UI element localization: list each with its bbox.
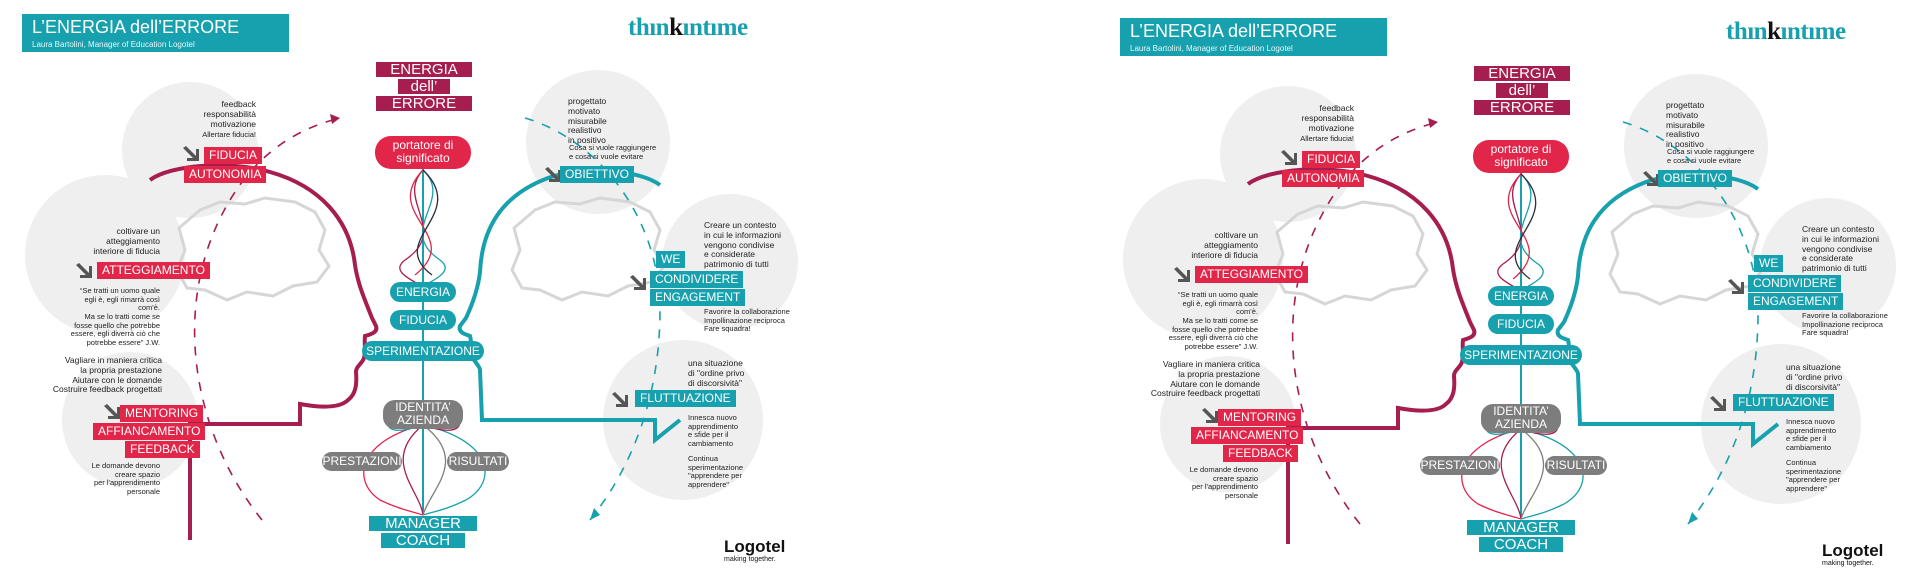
- portatore-pill: portatore di significato: [1473, 140, 1569, 173]
- thinkintime-logo: [628, 14, 748, 42]
- text-vagliare: Vagliare in maniera critica la propria prestazione Aiutare con le domande Costruire feedback progettati: [52, 355, 162, 395]
- text-feedback-responsabilita: feedback responsabilità motivazione: [1301, 103, 1354, 133]
- logotel-logo: [724, 537, 785, 563]
- logotel-tagline: making together.: [1822, 560, 1874, 567]
- errore-line: ERRORE: [1474, 100, 1570, 115]
- thinkintime-logo: [1726, 18, 1846, 46]
- page-subtitle: Laura Bartolini, Manager of Education Logotel: [32, 40, 195, 49]
- text-continua: Continua sperimentazione "apprendere per apprendere": [688, 454, 744, 489]
- energia-line: ENERGIA: [1474, 66, 1570, 81]
- pill-energia: ENERGIA: [1488, 286, 1554, 306]
- page-title: L’ENERGIA dell’ERRORE: [1130, 21, 1338, 41]
- energia-errore-block: [372, 62, 476, 113]
- coach-line: COACH: [1479, 537, 1563, 552]
- thinkintime-part-a: thın: [1726, 18, 1768, 45]
- text-coltivare: coltivare un atteggiamento interiore di fiducia: [1191, 230, 1258, 260]
- label-autonomia: AUTONOMIA: [1282, 170, 1364, 187]
- pointer-we-icon: [1728, 279, 1744, 294]
- dashed-arrow-right-head: [1688, 512, 1698, 524]
- page-subtitle: Laura Bartolini, Manager of Education Logotel: [1130, 44, 1293, 53]
- panel-right: [1098, 4, 1920, 579]
- pill-prestazioni: PRESTAZIONI: [322, 452, 402, 471]
- thinkintime-part-a: thın: [628, 14, 670, 41]
- thinkintime-part-k: k: [669, 14, 683, 41]
- label-fluttuazione: FLUTTUAZIONE: [635, 390, 736, 407]
- manager-coach-block: [1463, 520, 1579, 554]
- title-box: [22, 14, 289, 52]
- dashed-arrow-right-head: [590, 508, 600, 520]
- text-quote-jw: “Se tratti un uomo quale egli è, egli rimarrà così com'è. Ma se lo tratti come se fosse quello che potrebbe essere, egli diverrà ciò che potrebbe essere” J.W.: [70, 286, 160, 347]
- text-feedback-responsabilita: feedback responsabilità motivazione: [203, 99, 256, 129]
- label-engagement: ENGAGEMENT: [1748, 293, 1843, 310]
- pill-identita: IDENTITA’ AZIENDA: [1481, 404, 1561, 433]
- text-situazione: una situazione di "ordine privo di discorsività": [688, 358, 745, 388]
- page-title: L’ENERGIA dell’ERRORE: [32, 17, 240, 37]
- text-allertare-fiducia: Allertare fiducia!: [1300, 134, 1354, 143]
- thinkintime-part-b: ıntıme: [1780, 18, 1846, 45]
- pill-fiducia: FIDUCIA: [1488, 314, 1554, 334]
- label-atteggiamento: ATTEGGIAMENTO: [97, 262, 210, 279]
- label-mentoring: MENTORING: [120, 405, 203, 422]
- dashed-arrow-left-head: [330, 114, 340, 124]
- text-vagliare: Vagliare in maniera critica la propria prestazione Aiutare con le domande Costruire feedback progettati: [1150, 359, 1260, 399]
- label-we: WE: [1754, 255, 1783, 272]
- label-fiducia: FIDUCIA: [204, 147, 262, 164]
- logotel-wordmark: Logotel: [1822, 541, 1884, 560]
- text-cosa-raggiungere: Cosa si vuole raggiungere e cosa si vuole evitare: [569, 143, 657, 161]
- text-coltivare: coltivare un atteggiamento interiore di fiducia: [93, 226, 160, 256]
- text-cosa-raggiungere: Cosa si vuole raggiungere e cosa si vuole evitare: [1667, 147, 1755, 165]
- manager-line: MANAGER: [1467, 520, 1575, 535]
- text-favorire: Favorire la collaborazione Impollinazione reciproca Fare squadra!: [1802, 311, 1888, 338]
- logotel-logo: [1822, 541, 1883, 567]
- label-fiducia: FIDUCIA: [1302, 151, 1360, 168]
- label-affiancamento: AFFIANCAMENTO: [1191, 427, 1303, 444]
- text-continua: Continua sperimentazione "apprendere per apprendere": [1786, 458, 1842, 493]
- thinkintime-part-b: ıntıme: [682, 14, 748, 41]
- coach-line: COACH: [381, 533, 465, 548]
- pill-identita: IDENTITA’ AZIENDA: [383, 400, 463, 429]
- label-mentoring: MENTORING: [1218, 409, 1301, 426]
- label-we: WE: [656, 251, 685, 268]
- label-obiettivo: OBIETTIVO: [560, 166, 634, 183]
- text-progettato: progettato motivato misurabile realistivo in positivo: [1666, 100, 1705, 150]
- text-creare-contesto: Creare un contesto in cui le informazioni vengono condivise e considerate patrimonio di tutti: [1802, 224, 1880, 274]
- logotel-tagline: making together.: [724, 556, 776, 563]
- label-atteggiamento: ATTEGGIAMENTO: [1195, 266, 1308, 283]
- manager-line: MANAGER: [369, 516, 477, 531]
- logotel-wordmark: Logotel: [724, 537, 786, 556]
- text-progettato: progettato motivato misurabile realistivo in positivo: [568, 96, 607, 146]
- text-favorire: Favorire la collaborazione Impollinazione reciproca Fare squadra!: [704, 307, 790, 334]
- thinkintime-part-k: k: [1767, 18, 1781, 45]
- text-innesca: Innesca nuovo apprendimento e sfide per il cambiamento: [688, 413, 739, 448]
- pill-fiducia: FIDUCIA: [390, 310, 456, 330]
- pill-risultati: RISULTATI: [447, 452, 509, 471]
- dell-line: dell’: [398, 79, 450, 94]
- pill-sperimentazione: SPERIMENTAZIONE: [1460, 345, 1582, 365]
- pill-energia: ENERGIA: [390, 282, 456, 302]
- label-engagement: ENGAGEMENT: [650, 289, 745, 306]
- panel-left: [0, 0, 960, 575]
- text-domande: Le domande devono creare spazio per l'apprendimento personale: [91, 461, 160, 496]
- pill-risultati: RISULTATI: [1545, 456, 1607, 475]
- title-box: [1120, 18, 1387, 56]
- dell-line: dell’: [1496, 83, 1548, 98]
- text-quote-jw: “Se tratti un uomo quale egli è, egli rimarrà così com'è. Ma se lo tratti come se fosse quello che potrebbe essere, egli diverrà ciò che potrebbe essere” J.W.: [1168, 290, 1258, 351]
- energia-errore-block: [1470, 66, 1574, 117]
- text-domande: Le domande devono creare spazio per l'apprendimento personale: [1189, 465, 1258, 500]
- text-innesca: Innesca nuovo apprendimento e sfide per il cambiamento: [1786, 417, 1837, 452]
- label-condividere: CONDIVIDERE: [1748, 275, 1841, 292]
- text-creare-contesto: Creare un contesto in cui le informazioni vengono condivise e considerate patrimonio di tutti: [704, 220, 782, 270]
- label-feedback: FEEDBACK: [125, 441, 200, 458]
- label-obiettivo: OBIETTIVO: [1658, 170, 1732, 187]
- pointer-we-icon: [630, 275, 646, 290]
- energia-line: ENERGIA: [376, 62, 472, 77]
- pill-sperimentazione: SPERIMENTAZIONE: [362, 341, 484, 361]
- text-situazione: una situazione di "ordine privo di discorsività": [1786, 362, 1843, 392]
- label-autonomia: AUTONOMIA: [184, 166, 266, 183]
- head-left-outline: [1248, 169, 1474, 544]
- manager-coach-block: [365, 516, 481, 550]
- errore-line: ERRORE: [376, 96, 472, 111]
- dashed-arrow-left-head: [1428, 118, 1438, 128]
- pill-prestazioni: PRESTAZIONI: [1420, 456, 1500, 475]
- label-feedback: FEEDBACK: [1223, 445, 1298, 462]
- label-affiancamento: AFFIANCAMENTO: [93, 423, 205, 440]
- head-left-outline: [150, 165, 376, 540]
- label-condividere: CONDIVIDERE: [650, 271, 743, 288]
- text-allertare-fiducia: Allertare fiducia!: [202, 130, 256, 139]
- portatore-pill: portatore di significato: [375, 136, 471, 169]
- label-fluttuazione: FLUTTUAZIONE: [1733, 394, 1834, 411]
